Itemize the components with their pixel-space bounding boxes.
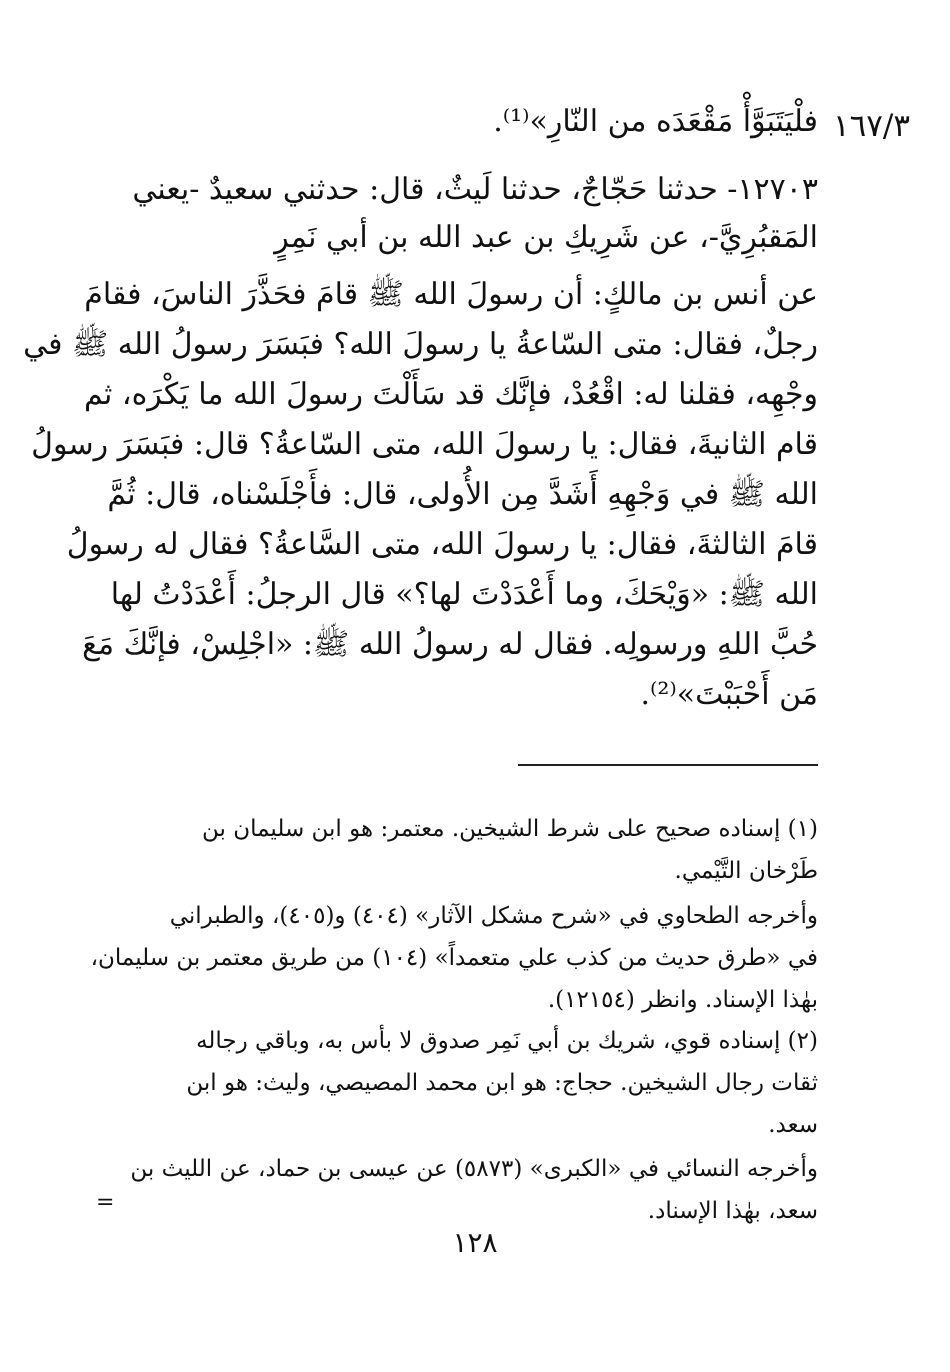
text-line: قامَ الثالثةَ، فقال: يا رسولَ الله، متى السَّاعةُ؟ فقال له رسولُ [66,527,818,562]
footnote-line: طَرْخان التَّيْمي. [674,858,818,884]
text-line: حُبَّ اللهِ ورسولِه. فقال له رسولُ الله ﷺ: «اجْلِسْ، فإنَّكَ مَعَ [82,627,818,662]
hadith-isnad [114,166,818,262]
footnote-line: وأخرجه الطحاوي في «شرح مشكل الآثار» (٤٠٤) و(٤٠٥)، والطبراني [169,903,818,929]
text-line: رجلٌ، فقال: متى السّاعةُ يا رسولَ الله؟ فبَسَرَ رسولُ الله ﷺ في [23,327,818,362]
hadith-matn [23,270,818,720]
continuation-mark: = [96,1190,115,1215]
footnote-line: بهٰذا الإسناد. وانظر (١٢١٥٤). [547,987,818,1013]
text-line: وجْهِه، فقلنا له: اقْعُدْ، فإنَّك قد سَأَلْتَ رسولَ الله ما يَكْرَه، ثم [84,377,818,412]
volume-page-reference: ١٦٧/٣ [832,108,910,144]
footnote-line: في «طرق حديث من كذب علي متعمداً» (١٠٤) من طريق معتمر بن سليمان، [90,945,818,971]
text-line: فلْيَتَبَوَّأْ مَقْعَدَه من النّارِ»⁽¹⁾. [493,104,818,139]
footnote-line: وأخرجه النسائي في «الكبرى» (٥٨٧٣) عن عيسى بن حماد، عن الليث بن [130,1156,818,1182]
footnote-2 [114,1020,818,1146]
footnote-line: (٢) إسناده قوي، شريك بن أبي نَمِر صدوق لا بأس به، وباقي رجاله [196,1028,818,1054]
footnote-line: (١) إسناده صحيح على شرط الشيخين. معتمر: هو ابن سليمان بن [201,816,818,842]
footnote-1 [114,808,818,892]
footnote-line: سعد، بهٰذا الإسناد. [647,1198,818,1224]
text-line: عن أنس بن مالكٍ: أن رسولَ الله ﷺ قامَ فحَذَّرَ الناسَ، فقامَ [84,277,818,312]
text-line: قام الثانيةَ، فقال: يا رسولَ الله، متى السّاعةُ؟ قال: فبَسَرَ رسولُ [31,427,818,462]
footnote-2-continued [114,1148,818,1232]
text-line: الله ﷺ: «وَيْحَكَ، وما أَعْدَدْتَ لها؟» قال الرجلُ: أَعْدَدْتُ لها [110,577,818,612]
footnote-line: ثقات رجال الشيخين. حجاج: هو ابن محمد المصيصي، وليث: هو ابن [186,1070,818,1096]
text-line: الله ﷺ في وَجْهِهِ أَشَدَّ مِن الأُولى، قال: فأَجْلَسْناه، قال: ثُمَّ [107,477,818,512]
footnote-line: سعد. [768,1112,818,1138]
footnote-separator [518,764,818,766]
page-number: ١٢٨ [452,1226,498,1259]
text-line: المَقبُرِيَّ-، عن شَرِيكِ بن عبد الله بن أبي نَمِرٍ [274,220,818,255]
footnote-1-continued [90,895,818,1021]
hadith-continuation [114,98,818,146]
text-line: ١٢٧٠٣- حدثنا حَجّاجٌ، حدثنا لَيثٌ، قال: حدثني سعيدٌ -يعني [132,172,818,207]
text-line: مَن أَحْبَبْتَ»⁽²⁾. [640,677,818,712]
